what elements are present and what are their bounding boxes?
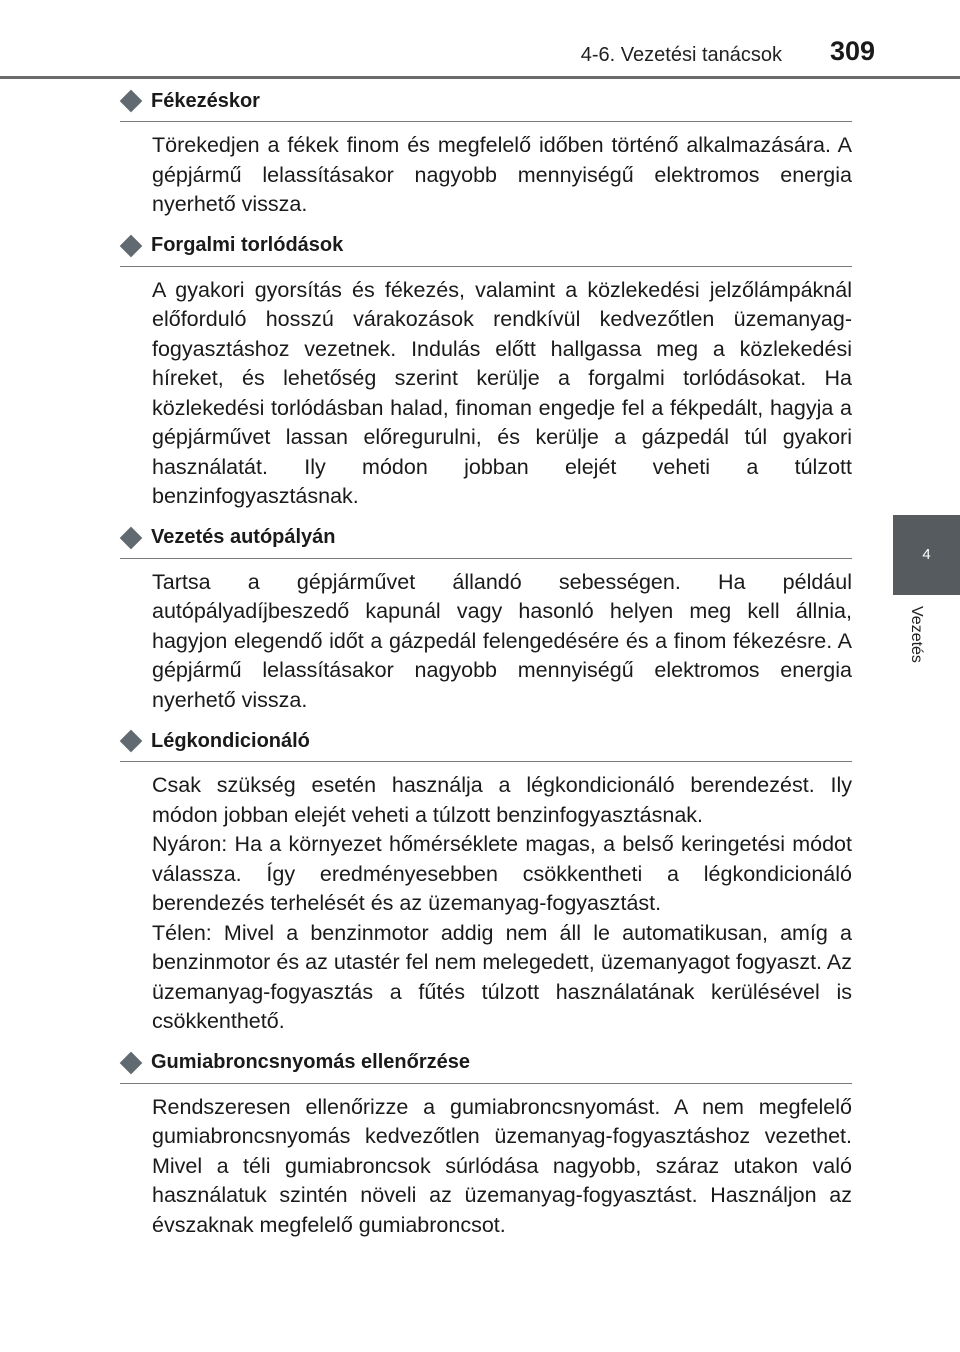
page-number: 309 [830,36,876,66]
chapter-title: Vezetés [908,606,925,663]
chapter-number: 4 [922,546,931,563]
paragraph: A gyakori gyorsítás és fékezés, valamint a közlekedési jelzőlámpáknál előforduló hosszú várakozások rendkívül kedvezőtlen üzemanyag-fogyasztáshoz vezetnek. Indulás előtt hallgassa meg a közlekedési híreket, és lehetőség szerint kerülje a forgalmi torlódásokat. Ha közlekedési torlódásban halad, finoman engedje fel a fékpedált, hagyja a gépjárművet lassan előregurulni, és kerülje a gázpedál túl gyakori használatát. Ily módon jobban elejét veheti a túlzott benzinfogyasztásnak. [152,277,852,508]
paragraph: Csak szükség esetén használja a légkondicionáló berendezést. Ily módon jobban elejét veheti a túlzott benzinfogyasztásnak. [152,773,852,827]
section-body [152,771,852,1037]
heading-text: Vezetés autópályán [151,526,336,548]
heading-text: Gumiabroncsnyomás ellenőrzése [151,1051,471,1073]
diamond-bullet-icon [120,730,143,753]
diamond-bullet-icon [120,90,143,113]
section-heading [120,523,852,559]
page-header [0,0,960,80]
section-braking [120,86,852,220]
paragraph: Rendszeresen ellenőrizze a gumiabroncsnyomást. A nem megfelelő gumiabroncsnyomás kedvezőtlen üzemanyag-fogyasztáshoz vezethet. Mivel a téli gumiabroncsok súrlódása nagyobb, száraz utakon való használatuk szintén növeli az üzemanyag-fogyasztást. Használjon az évszaknak megfelelő gumiabroncsot. [152,1094,852,1237]
section-body [152,276,852,512]
diamond-bullet-icon [120,234,143,257]
heading-text: Forgalmi torlódások [151,234,344,256]
section-heading [120,86,852,122]
section-tire-pressure [120,1048,852,1241]
chapter-tab [893,515,960,595]
heading-text: Légkondicionáló [151,729,310,752]
section-heading [120,231,852,267]
paragraph: Tartsa a gépjárművet állandó sebességen. Ha például autópályadíjbeszedő kapunál vagy hasonló helyen meg kell állnia, hagyjon elegendő időt a gázpedál felengedésére és a finom fékezésre. A gépjármű lelassításakor nagyobb mennyiségű elektromos energia nyerhető vissza. [152,569,852,712]
diamond-bullet-icon [120,526,143,549]
page-content [120,86,852,1251]
section-heading [120,1048,852,1084]
header-divider [0,76,960,79]
section-air-conditioning [120,726,852,1037]
section-body [152,1093,852,1241]
section-body [152,568,852,716]
section-highway-driving [120,523,852,716]
paragraph: Nyáron: Ha a környezet hőmérséklete magas, a belső keringetési módot válassza. Így eredményesebben csökkentheti a légkondicionáló berendezés terhelését és az üzemanyag-fogyasztást. [152,832,852,915]
paragraph: Télen: Mivel a benzinmotor addig nem áll le automatikusan, amíg a benzinmotor és az utastér fel nem melegedett, üzemanyagot fogyaszt. Az üzemanyag-fogyasztás a fűtés túlzott használatának kerülésével is csökkenthető. [152,920,852,1033]
section-heading [120,726,852,762]
paragraph: Törekedjen a fékek finom és megfelelő időben történő alkalmazására. A gépjármű lelassításakor nagyobb mennyiségű elektromos energia nyerhető vissza. [152,133,852,216]
section-body [152,131,852,220]
section-traffic-jams [120,231,852,512]
section-title: 4-6. Vezetési tanácsok [580,44,782,66]
diamond-bullet-icon [120,1051,143,1074]
heading-text: Fékezéskor [151,89,260,112]
